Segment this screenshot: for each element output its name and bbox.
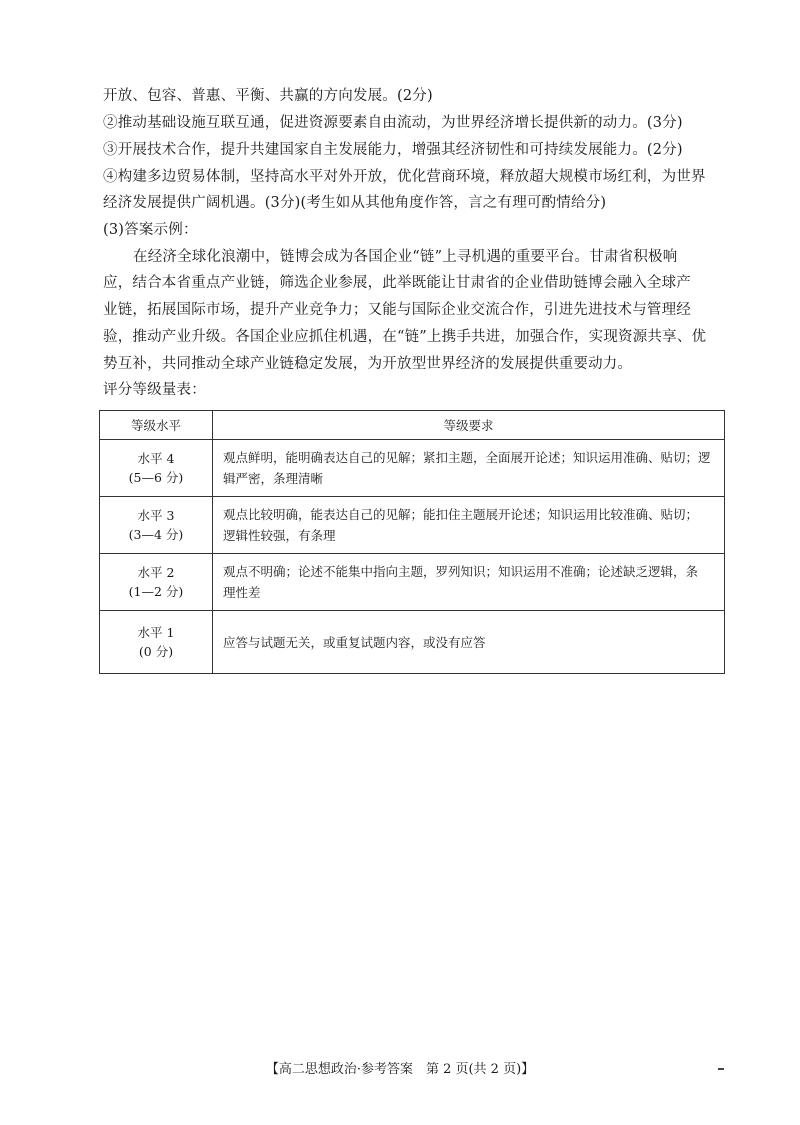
sample-answer-line: 势互补，共同推动全球产业链稳定发展，为开放型世界经济的发展提供重要动力。: [103, 356, 633, 372]
table-row: [100, 611, 725, 674]
requirement-line: 理性差: [223, 585, 261, 600]
sample-answer-line: 业链，拓展国际市场，提升产业竞争力；又能与国际企业交流合作，引进先进技术与管理经: [103, 302, 691, 318]
table-row: [100, 497, 725, 554]
column-header-level: 等级水平: [100, 411, 213, 440]
sample-answer-line: 验，推动产业升级。各国企业应抓住机遇，在“链”上携手共进，加强合作，实现资源共享、优: [103, 329, 707, 345]
level-score: (1—2 分): [128, 584, 184, 599]
sample-answer-line: 应，结合本省重点产业链，筛选企业参展，此举既能让甘肃省的企业借助链博会融入全球产: [103, 275, 691, 291]
column-header-requirement: 等级要求: [213, 411, 725, 440]
sample-answer-line: 在经济全球化浪潮中，链博会成为各国企业“链”上寻机遇的重要平台。甘肃省积极响: [133, 249, 678, 265]
page-footer: 【高二思想政治·参考答案 第 2 页(共 2 页)】: [265, 1062, 535, 1077]
level-name: 水平 4: [137, 451, 175, 466]
level-score: (5—6 分): [128, 470, 184, 485]
requirement-line: 观点不明确；论述不能集中指向主题，罗列知识；知识运用不准确；论述缺乏逻辑，条: [223, 564, 699, 579]
level-score: (0 分): [138, 644, 174, 659]
requirement-line: 观点鲜明，能明确表达自己的见解；紧扣主题，全面展开论述；知识运用准确、贴切；逻: [223, 450, 711, 465]
requirement-line: 辑严密，条理清晰: [223, 471, 324, 486]
table-row: [100, 554, 725, 611]
requirement-line: 应答与试题无关，或重复试题内容，或没有应答: [223, 634, 486, 650]
level-name: 水平 1: [137, 625, 175, 640]
requirement-cell: [213, 554, 725, 611]
level-cell: [100, 611, 213, 674]
table-row: [100, 440, 725, 497]
body-line: ②推动基础设施互联互通，促进资源要素自由流动，为世界经济增长提供新的动力。(3分): [103, 115, 683, 131]
requirement-line: 观点比较明确，能表达自己的见解；能扣住主题展开论述；知识运用比较准确、贴切；: [223, 507, 699, 522]
level-cell: [100, 440, 213, 497]
requirement-cell: [213, 611, 725, 674]
rubric-title: 评分等级量表：: [103, 382, 206, 398]
level-name: 水平 3: [137, 508, 175, 523]
rubric-table: [99, 410, 725, 674]
body-line: ④构建多边贸易体制，坚持高水平对外开放，优化营商环境，释放超大规模市场红利，为世界: [103, 169, 706, 185]
scan-mark: [718, 1068, 724, 1070]
rubric-header-row: [100, 411, 725, 440]
body-line: ③开展技术合作，提升共建国家自主发展能力，增强其经济韧性和可持续发展能力。(2分): [103, 142, 683, 158]
requirement-cell: [213, 440, 725, 497]
level-name: 水平 2: [137, 565, 175, 580]
body-line: 开放、包容、普惠、平衡、共赢的方向发展。(2分): [103, 88, 433, 104]
body-line: 经济发展提供广阔机遇。(3分)(考生如从其他角度作答，言之有理可酌情给分): [103, 195, 607, 211]
level-score: (3—4 分): [128, 527, 184, 542]
requirement-cell: [213, 497, 725, 554]
level-cell: [100, 497, 213, 554]
requirement-line: 逻辑性较强，有条理: [223, 528, 336, 543]
section-heading: (3)答案示例：: [103, 222, 198, 238]
level-cell: [100, 554, 213, 611]
